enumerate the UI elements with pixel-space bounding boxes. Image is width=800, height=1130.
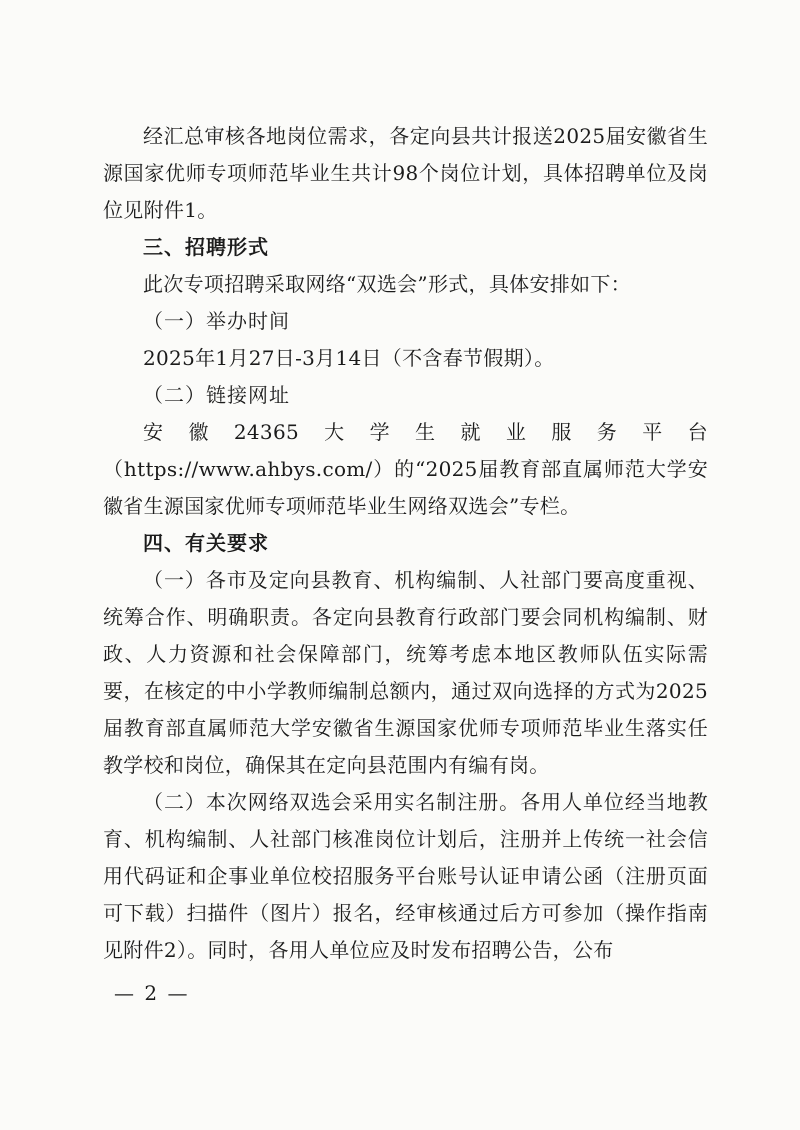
- page-number: — 2 —: [114, 981, 190, 1005]
- paragraph-requirement-2: （二）本次网络双选会采用实名制注册。各用人单位经当地教育、机构编制、人社部门核准岗位计划后，注册并上传统一社会信用代码证和企事业单位校招服务平台账号认证申请公函（注册页面可下载）扫描件（图片）报名，经审核通过后方可参加（操作指南见附件2）。同时，各用人单位应及时发布招聘公告，公布: [103, 790, 708, 962]
- subheading-time: （一）举办时间: [143, 309, 290, 333]
- paragraph-requirement-1: （一）各市及定向县教育、机构编制、人社部门要高度重视、统筹合作、明确职责。各定向县教育行政部门要会同机构编制、财政、人力资源和社会保障部门，统筹考虑本地区教师队伍实际需要，在核定的中小学教师编制总额内，通过双向选择的方式为2025届教育部直属师范大学安徽省生源国家优师专项师范毕业生落实任教学校和岗位，确保其在定向县范围内有编有岗。: [103, 568, 708, 777]
- section-heading-requirements: 四、有关要求: [143, 531, 269, 555]
- subheading-link: （二）链接网址: [143, 383, 290, 407]
- section-heading-recruitment-form: 三、招聘形式: [143, 235, 269, 259]
- paragraph-date-range: 2025年1月27日-3月14日（不含春节假期）。: [143, 346, 555, 370]
- paragraph-positions-summary: 经汇总审核各地岗位需求，各定向县共计报送2025届安徽省生源国家优师专项师范毕业生共计98个岗位计划，具体招聘单位及岗位见附件1。: [103, 124, 708, 222]
- paragraph-platform-link: 安徽24365大学生就业服务平台（https://www.ahbys.com/）的“2025届教育部直属师范大学安徽省生源国家优师专项师范毕业生网络双选会”专栏。: [103, 420, 708, 518]
- document-body: [103, 118, 708, 969]
- paragraph-format-intro: 此次专项招聘采取网络“双选会”形式，具体安排如下：: [143, 272, 631, 296]
